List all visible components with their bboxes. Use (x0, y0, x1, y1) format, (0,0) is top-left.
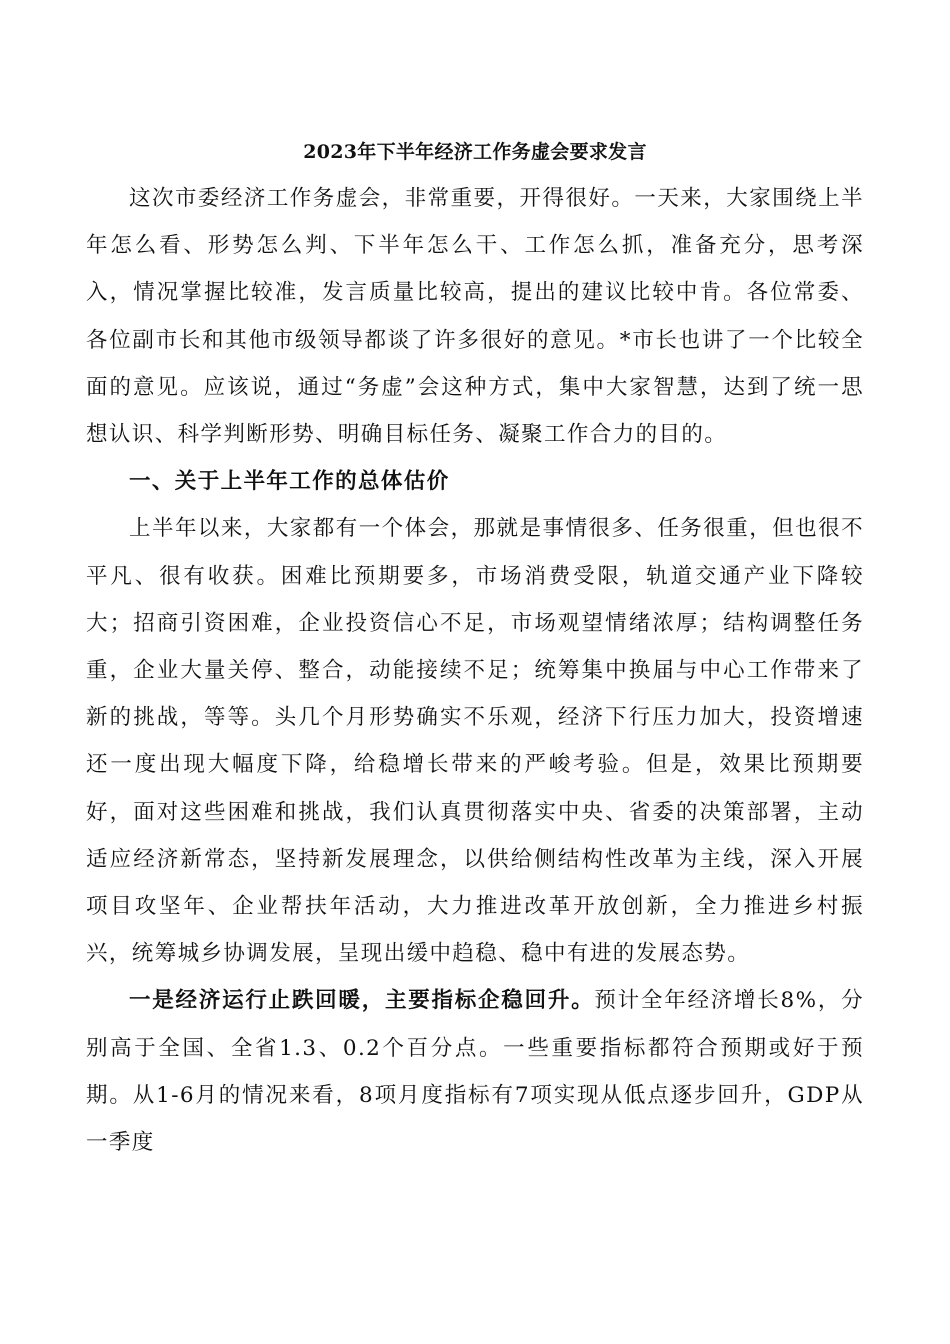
section-heading-1: 一、关于上半年工作的总体估价 (129, 469, 450, 495)
point-1-lead: 一是经济运行止跌回暖，主要指标企稳回升。 (129, 988, 595, 1014)
point-1-paragraph (86, 977, 864, 1166)
section-1-paragraph: 上半年以来，大家都有一个体会，那就是事情很多、任务很重，但也很不平凡、很有收获。困难比预期要多，市场消费受限，轨道交通产业下降较大；招商引资困难，企业投资信心不足，市场观望情绪浓厚；结构调整任务重，企业大量关停、整合，动能接续不足；统筹集中换届与中心工作带来了新的挑战，等等。头几个月形势确实不乐观，经济下行压力加大，投资增速还一度出现大幅度下降，给稳增长带来的严峻考验。但是，效果比预期要好，面对这些困难和挑战，我们认真贯彻落实中央、省委的决策部署，主动适应经济新常态，坚持新发展理念，以供给侧结构性改革为主线，深入开展项目攻坚年、企业帮扶年活动，大力推进改革开放创新，全力推进乡村振兴，统筹城乡协调发展，呈现出缓中趋稳、稳中有进的发展态势。 (86, 516, 864, 967)
document-title: 2023年下半年经济工作务虚会要求发言 (303, 141, 647, 163)
point-1-text: 预计全年经济增长8%，分别高于全国、全省1.3、0.2个百分点。一些重要指标都符合预期或好于预期。从1-6月的情况来看，8项月度指标有7项实现从低点逐步回升，GDP从一季度 (86, 988, 864, 1156)
document-body (86, 138, 864, 1166)
intro-paragraph: 这次市委经济工作务虚会，非常重要，开得很好。一天来，大家围绕上半年怎么看、形势怎么判、下半年怎么干、工作怎么抓，准备充分，思考深入，情况掌握比较准，发言质量比较高，提出的建议比较中肯。各位常委、各位副市长和其他市级领导都谈了许多很好的意见。*市长也讲了一个比较全面的意见。应该说，通过“务虚”会这种方式，集中大家智慧，达到了统一思想认识、科学判断形势、明确目标任务、凝聚工作合力的目的。 (86, 186, 864, 448)
